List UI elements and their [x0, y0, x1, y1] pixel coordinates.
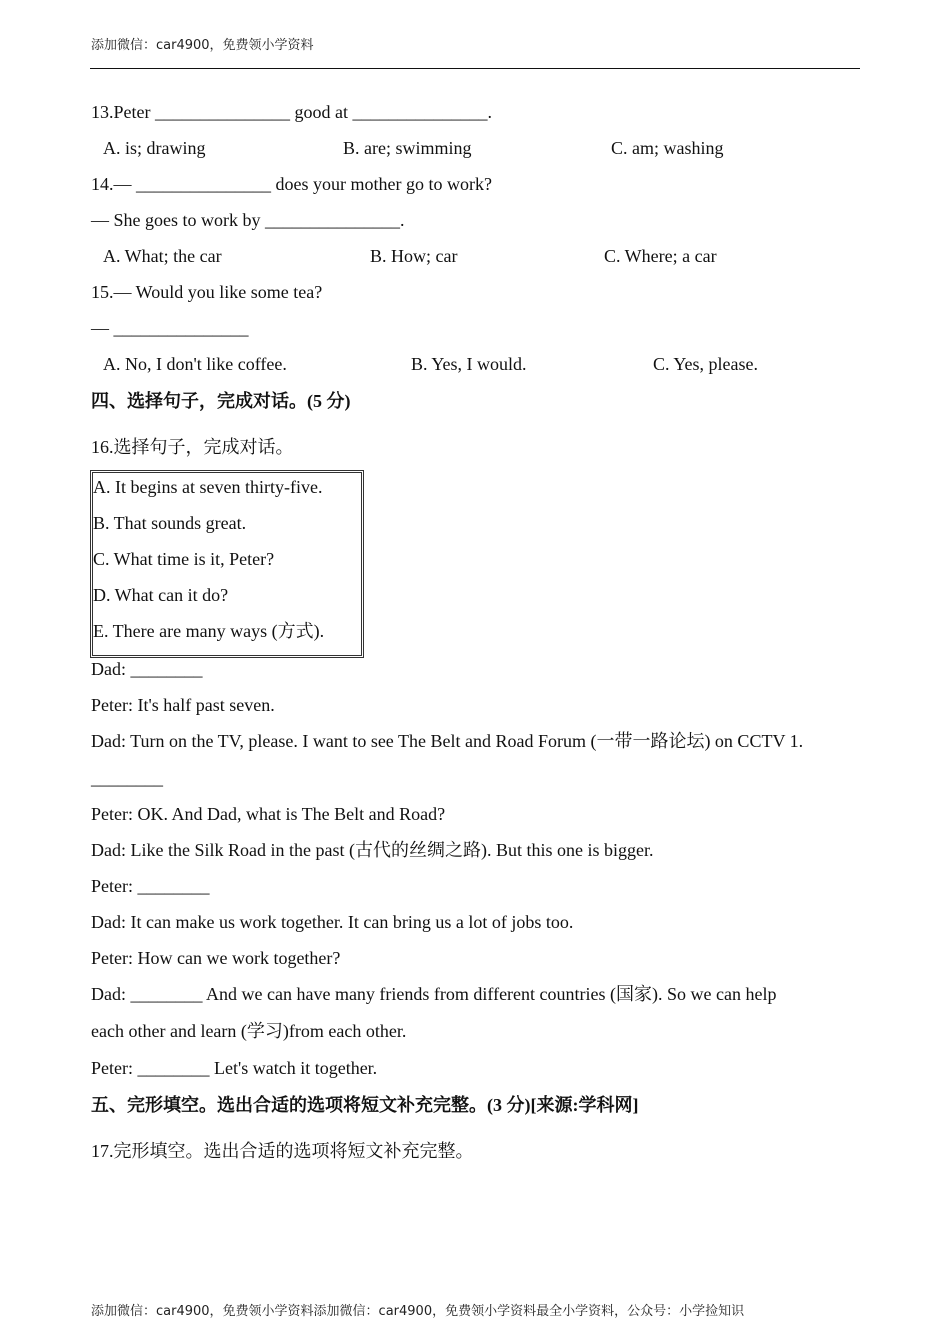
- section4-heading: 四、选择句子，完成对话。(5 分): [91, 391, 351, 411]
- dialogue-line: Peter: How can we work together?: [91, 948, 341, 968]
- q15-line1: 15.— Would you like some tea?: [91, 282, 323, 302]
- dialogue-line: Dad: Turn on the TV, please. I want to see The Belt and Road Forum (一带一路论坛) on CCTV 1.: [91, 731, 804, 751]
- q14-option-c: C. Where; a car: [604, 246, 717, 266]
- q13-stem: 13.Peter _______________ good at _______________.: [91, 102, 492, 122]
- dialogue-line: Dad: It can make us work together. It can bring us a lot of jobs too.: [91, 912, 574, 932]
- q16-option-e: E. There are many ways (方式).: [93, 621, 325, 641]
- dialogue-line: Dad: ________: [91, 659, 203, 679]
- q15-line2: — _______________: [91, 318, 249, 338]
- dialogue-line: each other and learn (学习)from each other.: [91, 1021, 407, 1041]
- dialogue-line: Dad: ________ And we can have many friends from different countries (国家). So we can help: [91, 984, 777, 1004]
- q16-option-d: D. What can it do?: [93, 585, 229, 605]
- dialogue-line: Peter: OK. And Dad, what is The Belt and Road?: [91, 804, 446, 824]
- q13-option-a: A. is; drawing: [103, 138, 206, 158]
- q16-option-c: C. What time is it, Peter?: [93, 549, 275, 569]
- q16-option-a: A. It begins at seven thirty-five.: [93, 477, 323, 497]
- dialogue-line: ________: [91, 768, 163, 788]
- dialogue-line: Dad: Like the Silk Road in the past (古代的丝绸之路). But this one is bigger.: [91, 840, 654, 860]
- page-header: 添加微信：car4900，免费领小学资料: [91, 38, 314, 53]
- section5-heading: 五、完形填空。选出合适的选项将短文补充完整。(3 分)[来源:学科网]: [91, 1095, 639, 1115]
- q15-option-b: B. Yes, I would.: [411, 354, 527, 374]
- dialogue-line: Peter: It's half past seven.: [91, 695, 275, 715]
- q16-title: 16.选择句子，完成对话。: [91, 437, 294, 457]
- q14-line2: — She goes to work by _______________.: [91, 210, 405, 230]
- dialogue-line: Peter: ________: [91, 876, 210, 896]
- q15-option-a: A. No, I don't like coffee.: [103, 354, 287, 374]
- q15-option-c: C. Yes, please.: [653, 354, 759, 374]
- q16-option-b: B. That sounds great.: [93, 513, 247, 533]
- q13-option-b: B. are; swimming: [343, 138, 472, 158]
- page-footer: 添加微信：car4900，免费领小学资料添加微信：car4900，免费领小学资料最全小学资料，公众号：小学捡知识: [91, 1304, 745, 1319]
- header-rule: [90, 68, 860, 69]
- q17-title: 17.完形填空。选出合适的选项将短文补充完整。: [91, 1141, 474, 1161]
- dialogue-line: Peter: ________ Let's watch it together.: [91, 1058, 378, 1078]
- q14-option-b: B. How; car: [370, 246, 458, 266]
- q13-option-c: C. am; washing: [611, 138, 724, 158]
- q14-option-a: A. What; the car: [103, 246, 222, 266]
- q14-line1: 14.— _______________ does your mother go to work?: [91, 174, 492, 194]
